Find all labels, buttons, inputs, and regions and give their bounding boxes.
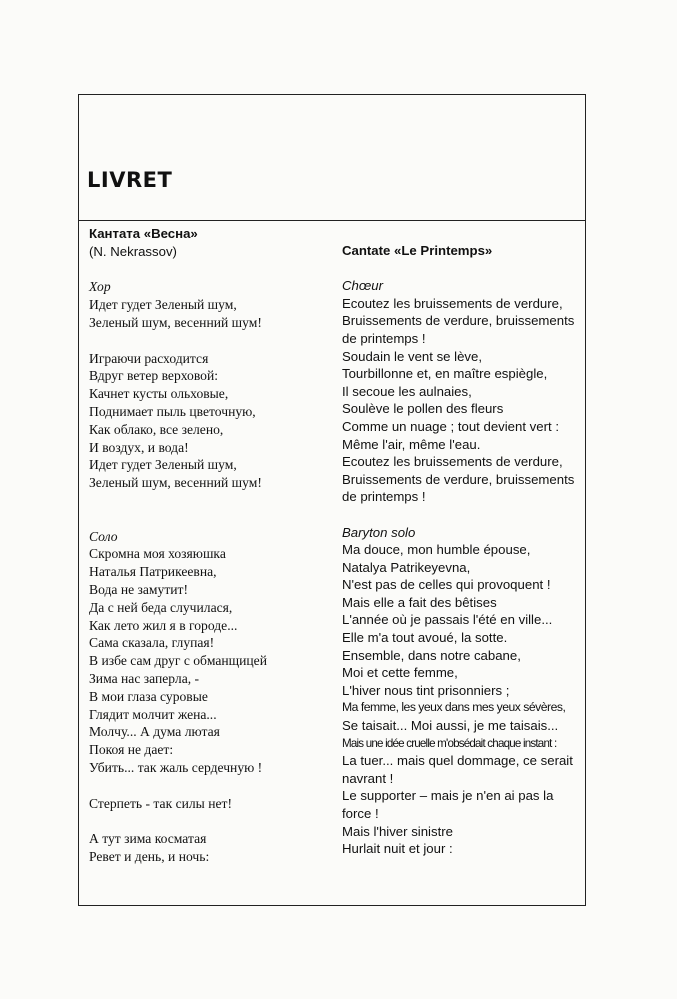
verse-line: Играючи расходится <box>89 350 209 366</box>
verse-line: А тут зима косматая <box>89 831 207 847</box>
verse-line: Se taisait... Moi aussi, je me taisais... <box>342 718 559 734</box>
verse-line: В мои глаза суровые <box>89 688 208 704</box>
french-heading: Cantate «Le Printemps» <box>342 243 493 258</box>
verse-line: La tuer... mais quel dommage, ce serait <box>342 753 573 769</box>
verse-line: Вода не замутит! <box>89 581 189 597</box>
verse-line: И воздух, и вода! <box>89 439 189 455</box>
russian-column <box>89 225 319 866</box>
verse-line <box>89 812 319 830</box>
verse-line: Зима нас заперла, - <box>89 670 200 686</box>
verse-line: Même l'air, même l'eau. <box>342 436 481 452</box>
verse-line: Зеленый шум, весенний шум! <box>89 475 262 491</box>
french-choir-text <box>342 295 587 506</box>
verse-line: Покоя не дает: <box>89 742 174 758</box>
verse-line: Soulève le pollen des fleurs <box>342 401 504 417</box>
verse-line: L'année où je passais l'été en ville... <box>342 612 553 628</box>
verse-line: Как лето жил я в городе... <box>89 617 238 633</box>
verse-line: Идет гудет Зеленый шум, <box>89 457 237 473</box>
verse-line: Il secoue les aulnaies, <box>342 383 472 399</box>
verse-line: Да с ней беда случилася, <box>89 599 233 615</box>
verse-line: Сама сказала, глупая! <box>89 635 215 651</box>
russian-solo-label: Соло <box>89 528 118 544</box>
verse-line: Ma douce, mon humble épouse, <box>342 542 531 558</box>
french-solo-text <box>342 541 587 858</box>
verse-line <box>89 332 319 350</box>
page-title: LIVRET <box>87 168 173 192</box>
verse-line: Le supporter – mais je n'en ai pas la <box>342 788 554 804</box>
verse-line: Mais elle a fait des bêtises <box>342 594 497 610</box>
verse-line: Elle m'a tout avoué, la sotte. <box>342 630 508 646</box>
verse-line: Поднимает пыль цветочную, <box>89 403 256 419</box>
verse-line: Hurlait nuit et jour : <box>342 841 453 857</box>
russian-choir-text <box>89 296 319 492</box>
russian-solo-text <box>89 545 319 865</box>
french-choir-label: Chœur <box>342 278 384 294</box>
verse-line <box>89 777 319 795</box>
verse-line: Natalya Patrikeyevna, <box>342 559 471 575</box>
verse-line: Ensemble, dans notre cabane, <box>342 647 521 663</box>
verse-line: Mais une idée cruelle m'obsédait chaque instant : <box>342 736 557 750</box>
verse-line: Как облако, все зелено, <box>89 421 224 437</box>
verse-line: Скромна моя хозяюшка <box>89 546 226 562</box>
verse-line: Comme un nuage ; tout devient vert : <box>342 418 559 434</box>
verse-line: Зеленый шум, весенний шум! <box>89 314 262 330</box>
verse-line: Наталья Патрикеевна, <box>89 564 217 580</box>
verse-line: de printemps ! <box>342 489 426 505</box>
verse-line: de printemps ! <box>342 330 426 346</box>
verse-line: Убить... так жаль сердечную ! <box>89 759 263 775</box>
header-box <box>79 95 585 221</box>
verse-line: navrant ! <box>342 770 394 786</box>
verse-line: В избе сам друг с обманщицей <box>89 653 267 669</box>
verse-line: Ma femme, les yeux dans mes yeux sévères, <box>342 700 566 715</box>
verse-line: Tourbillonne et, en maître espiègle, <box>342 366 548 382</box>
verse-line: Ecoutez les bruissements de verdure, <box>342 454 563 470</box>
french-solo-label: Baryton solo <box>342 524 416 540</box>
verse-line: N'est pas de celles qui provoquent ! <box>342 577 551 593</box>
verse-line: Moi et cette femme, <box>342 665 458 681</box>
verse-line: Ecoutez les bruissements de verdure, <box>342 295 563 311</box>
verse-line: Bruissements de verdure, bruissements <box>342 313 575 329</box>
verse-line: Ревет и день, и ночь: <box>89 848 210 864</box>
verse-line: Стерпеть - так силы нет! <box>89 795 232 811</box>
verse-line: Bruissements de verdure, bruissements <box>342 471 575 487</box>
verse-line: Глядит молчит жена... <box>89 706 217 722</box>
verse-line: Качнет кусты ольховые, <box>89 386 229 402</box>
russian-author: (N. Nekrassov) <box>89 243 177 259</box>
verse-line: Mais l'hiver sinistre <box>342 823 453 839</box>
russian-choir-label: Хор <box>89 279 111 295</box>
livret-frame <box>78 94 586 906</box>
verse-line: Soudain le vent se lève, <box>342 348 483 364</box>
verse-line: force ! <box>342 806 379 821</box>
russian-heading: Кантата «Весна» <box>89 226 198 241</box>
verse-line: Вдруг ветер верховой: <box>89 368 218 384</box>
verse-line: L'hiver nous tint prisonniers ; <box>342 682 510 698</box>
french-column <box>342 242 587 858</box>
verse-line: Идет гудет Зеленый шум, <box>89 297 237 313</box>
verse-line: Молчу... А дума лютая <box>89 724 220 740</box>
